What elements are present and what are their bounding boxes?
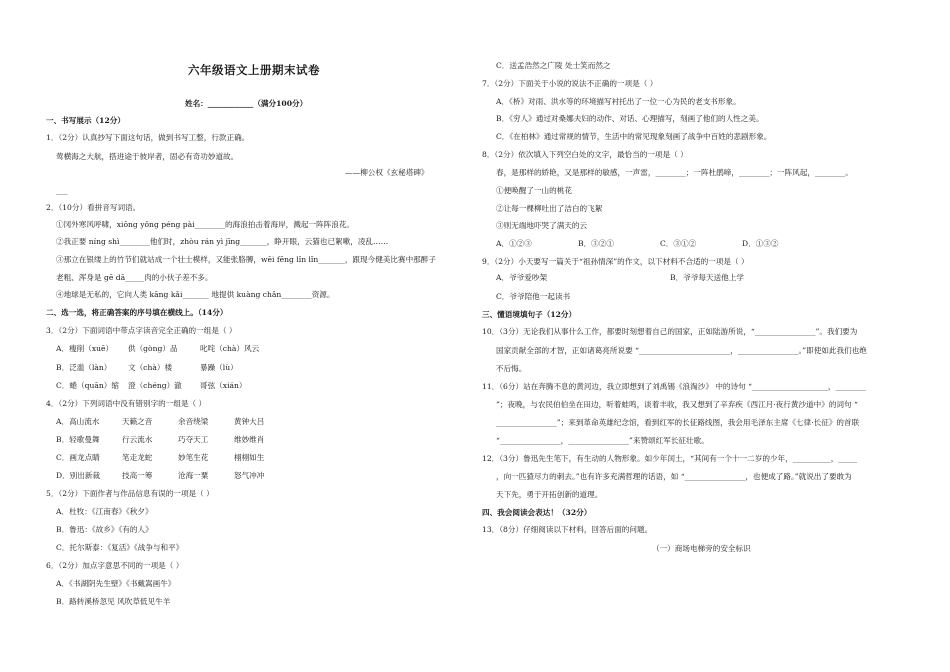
question-10: 10．（3分）无论我们从事什么工作，都要时刻想着自己的国家，正如陆游所说，“________________”。我们要为 (482, 327, 858, 336)
question-2-item-3b: 老粗、浑身是 gē dā_____肉的小伙子差不多。 (56, 273, 213, 282)
question-2-item-4: ④地球是无私的，它向人类 kāng kǎi_______ 地提供 kuàng chǎn________资源。 (56, 290, 335, 299)
question-8: 8．（2分）依次填入下列空白处的文字，最恰当的一项是（ ） (482, 150, 688, 159)
question-2-item-3: ③那立在银缕上的竹节们就站成一个壮士模样，又能张胳膊，wēi fēng lǐn lǐn_______，跟现今健美比赛中那醉子 (56, 255, 436, 264)
question-4-option-a: A．高山流水 天籁之音 余音绕梁 黄钟大吕 (56, 417, 265, 426)
question-12-line-2: ，向一匹猹尽力的刺去。”也有许多充满哲理的话语，如 “________________，也便成了路。”就说出了要敢为 (496, 472, 852, 481)
question-6: 6．（2分）加点字意思不同的一项是（ ） (46, 561, 184, 570)
question-3-option-a: A．瘦削（xuē） 供（gòng）品 叱咤（chà）风云 (56, 344, 260, 353)
question-10-line-2: 国家贡献全部的才智，正如诸葛亮所说要 “________________________，________________。”即使如此我们也绝 (496, 346, 867, 355)
section-2-heading: 二、选一选，将正确答案的序号填在横线上。（14分） (46, 308, 228, 317)
section-4-heading: 四、我会阅读会表达！（32分） (482, 508, 592, 517)
question-12-line-3: 天下先，勇于开拓创新的道理。 (496, 490, 603, 499)
name-line: 姓名：____________（满分100分） (185, 99, 308, 108)
question-2-item-1: ①冈外寒风呼啸，xiōng yǒng péng pài________的海浪拍击着海岸，溅起一阵阵浪花。 (56, 220, 355, 229)
question-4-option-c: C．画龙点睛 笔走龙蛇 妙笔生花 栩栩如生 (56, 453, 265, 462)
question-1-source: ——柳公权《玄秘塔碑》 (345, 168, 429, 177)
question-4: 4．（2分）下列词语中没有错别字的一组是（ ） (46, 399, 207, 408)
question-6-option-b: B．路转溪桥忽见 风吹草低见牛羊 (56, 597, 171, 606)
question-8-item-2: ②让每一棵柳吐出了洁白的飞絮 (496, 204, 603, 213)
question-5-option-a: A．杜牧：《江南春》《秋夕》 (56, 507, 153, 516)
question-7-option-a: A．《桥》对雨、洪水等的环境描写衬托出了一位一心为民的老支书形象。 (496, 97, 741, 106)
question-8-item-3: ③则无端地吓哭了满天的云 (496, 221, 588, 230)
question-5-option-b: B．鲁迅：《故乡》《有的人》 (56, 525, 153, 534)
question-11-line-4: “________________，________________”来赞颂红军长征壮歌。 (496, 436, 709, 445)
question-9: 9．（2分）小天要写一篇关于“祖孙情深”的作文，以下材料不合适的一项是（ ） (482, 257, 749, 266)
question-7: 7．（2分）下面关于小说的说法不正确的一项是（ ） (482, 79, 658, 88)
question-3-option-c: C．蜷（quān）缩 澄（chéng）澈 哥弦（xián） (56, 381, 247, 390)
question-8-text: 春，是那样的娇艳，又是那样的敏感，一声雷，________；一阵杜鹃啼，________；一阵风起，________。 (496, 168, 853, 177)
question-9-options-ab: A．爷爷爱吵架 B．爷爷每天送他上学 (496, 273, 744, 282)
question-6-option-c: C．送孟浩然之广陵 处士笑而然之 (496, 61, 611, 70)
question-8-options: A．①②③ B．③②① C．③①② D．①③② (496, 239, 779, 248)
question-6-option-a: A．《书湖阴先生壁》《书戴嵩画牛》 (56, 579, 176, 588)
question-2: 2．（10分）看拼音写词语。 (46, 203, 141, 212)
question-13: 13．（8分）仔细阅读以下材料，回答后面的问题。 (482, 525, 653, 534)
question-8-item-1: ①便唤醒了一山的桃花 (496, 186, 572, 195)
question-13-subtitle: （一）商场电梯旁的安全标识 (652, 544, 751, 553)
question-11-line-2: ”；夜晚，与农民伯伯坐在田边，听着蛙鸣，谈着丰收，我又想到了辛弃疾《西江月·夜行黄沙道中》的词句 “ (496, 400, 858, 409)
question-7-option-c: C．《在柏林》通过常规的情节，生活中的常见现象刻画了战争中百姓的悲剧形象。 (496, 132, 772, 141)
page-title: 六年级语文上册期末试卷 (188, 63, 320, 77)
question-5-option-c: C．托尔斯泰：《复活》《战争与和平》 (56, 543, 184, 552)
question-3: 3．（2分）下面词语中带点字读音完全正确的一组是（ ） (46, 326, 237, 335)
question-10-line-3: 不后悔。 (496, 364, 527, 373)
section-1-heading: 一、书写展示（12分） (46, 116, 125, 125)
question-1-text: 莺横海之大航，搭进途于彼岸者，固必有奇功妙道故。 (56, 152, 239, 161)
question-5: 5．（2分）下面作者与作品信息有误的一项是（ ） (46, 489, 214, 498)
question-11: 11．（6分）站在奔腾不息的黄河边，我立即想到了刘禹锡《浪淘沙》 中的诗句 “____________________，________ (482, 382, 866, 391)
question-11-line-3: ________________”；来到革命英雄纪念馆，看到红军的长征路线图，我会用毛泽东主席《七律·长征》的首联 (496, 418, 860, 427)
question-4-option-b: B．轻歌曼舞 行云流水 巧夺天工 维妙维肖 (56, 435, 265, 444)
question-2-item-2: ②我正要 níng shì________他们时，zhòu rán yì jīng_______，睁开眼，云猫也已絮嗽，凌乱…… (56, 237, 389, 246)
section-3-heading: 三、懂语境填句子（12分） (482, 310, 577, 319)
question-4-option-d: D．别出新裁 技高一筹 沧海一粟 怒气冲冲 (56, 471, 265, 480)
question-7-option-b: B．《穷人》通过对桑娜夫妇的动作、对话、心理描写，刻画了他们的人性之美。 (496, 114, 764, 123)
question-1: 1．（2分）认真抄写下面这句话，做到书写工整，行款正确。 (46, 133, 250, 142)
question-1-blank: ___ (56, 186, 68, 195)
question-3-option-b: B．泛滥（làn） 文（chà）楼 暴躁（lù） (56, 363, 238, 372)
question-12: 12．（3分）鲁迅先生笔下，有生动的人物形象。如少年闰土，“其间有一个十一二岁的少年，__________，_____ (482, 454, 858, 463)
question-9-option-c: C．爷爷陪他一起读书 (496, 292, 571, 301)
